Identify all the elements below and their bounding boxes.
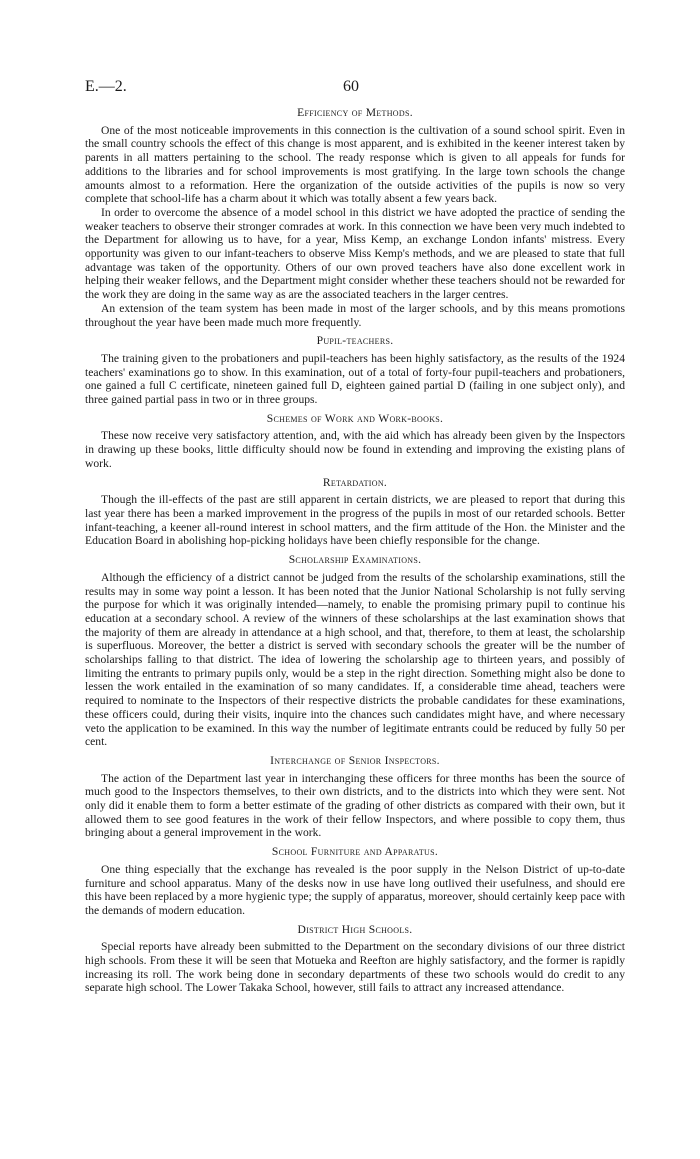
paragraph: These now receive very satisfactory attention, and, with the aid which has already been given by the Inspectors in drawing up these books, little difficulty should now be found in extending and improving the existing plans of work.	[85, 429, 625, 470]
section-heading: Pupil-teachers.	[316, 334, 394, 348]
document-reference: E.—2.	[85, 78, 127, 95]
paragraph: Though the ill-effects of the past are still apparent in certain districts, we are pleased to report that during this last year there has been a marked improvement in the progress of the pupils in most of our retarded schools. Better infant-teaching, a keener all-round interest in school matters, and the firm attitude of the Hon. the Minister and the Education Board in abolishing hop-picking holidays have been chiefly responsible for the change.	[85, 493, 625, 548]
section-heading: Schemes of Work and Work-books.	[266, 411, 444, 425]
section-heading: School Furniture and Apparatus.	[271, 845, 439, 859]
paragraph: One thing especially that the exchange has revealed is the poor supply in the Nelson District of up-to-date furniture and school apparatus. Many of the desks now in use have long outlived their usefulness, and should ere this have been replaced by a more hygienic type; the supply of apparatus, moreover, should certainly keep pace with the demands of modern education.	[85, 862, 625, 917]
section-heading: Interchange of Senior Inspectors.	[270, 753, 440, 767]
paragraph: Special reports have already been submitted to the Department on the secondary divisions of our three district high schools. From these it will be seen that Motueka and Reefton are highly satisfactory, and the former is rapidly increasing its roll. The work being done in secondary departments of these two schools would do credit to any separate high school. The Lower Takaka School, however, still fails to attract any increased attendance.	[85, 940, 625, 995]
section-heading: Retardation.	[322, 475, 388, 489]
section-heading: District High Schools.	[297, 922, 413, 936]
paragraph: In order to overcome the absence of a model school in this district we have adopted the practice of sending the weaker teachers to observe their stronger comrades at work. In this connection we have been very much indebted to the Department for allowing us to have, for a year, Miss Kemp, an exchange London infants' mistress. Every opportunity was given to our infant-teachers to observe Miss Kemp's methods, and we are pleased to state that full advantage was taken of the opportunity. Others of our own proved teachers have also done excellent work in helping their weaker fellows, and the Department might consider whether these teachers should not be rewarded for the work they are doing in the same way as are the associated teachers in the larger centres.	[85, 205, 625, 302]
section-heading: Scholarship Examinations.	[288, 553, 422, 567]
paragraph: One of the most noticeable improvements in this connection is the cultivation of a sound school spirit. Even in the small country schools the effect of this change is most apparent, and is exhibited in the keener interest taken by parents in all matters pertaining to the school. The ready response which is given to all appeals for funds for additions to the libraries and for school improvements is most gratifying. In the large town schools the change amounts almost to a reformation. Here the organization of the outside activities of the pupils is now so very complete that school-life has a charm about it which was totally absent a few years back.	[85, 123, 625, 206]
document-body	[85, 106, 625, 995]
paragraph: The action of the Department last year in interchanging these officers for three months has been the source of much good to the Inspectors themselves, to their own districts, and to the districts into which they were sent. Not only did it enable them to form a better estimate of the grading of other districts as compared with their own, but it allowed them to see good features in the work of their fellow Inspectors, and where possible to copy them, thus bringing about a general improvement in the work.	[85, 771, 625, 840]
paragraph: Although the efficiency of a district cannot be judged from the results of the scholarship examinations, still the results may in some way point a lesson. It has been noted that the Junior National Scholarship is not fully serving the purpose for which it was originally intended—namely, to enable the promising primary pupil to continue his education at a secondary school. A review of the winners of these scholarships at the last examination shows that the majority of them are already in attendance at a high school, and that, therefore, to them at least, the scholarship is superfluous. Moreover, the better a district is served with secondary schools the greater will be the number of scholarships falling to that district. The idea of lowering the scholarship age to thirteen years, and possibly of limiting the entrants to primary pupils only, would be a step in the right direction. Something might also be done to lessen the work entailed in the examination of so many candidates. If, a considerable time ahead, teachers were required to nominate to the Inspectors of their respective districts the probable candidates for these examinations, these officers could, during their visits, inquire into the chances such candidates might have, and where necessary veto the application to be examined. In this way the number of legitimate entrants could be reduced by fully 50 per cent.	[85, 570, 625, 749]
page-header	[85, 78, 625, 98]
page-number: 60	[343, 78, 359, 95]
paragraph: An extension of the team system has been made in most of the larger schools, and by this means promotions throughout the year have been made much more frequently.	[85, 301, 625, 329]
paragraph: The training given to the probationers and pupil-teachers has been highly satisfactory, as the results of the 1924 teachers' examinations go to show. In this examination, out of a total of forty-four pupil-teachers and probationers, one gained a full C certificate, nineteen gained full D, eighteen gained partial D (failing in one subject only), and three gained partial pass in two or in three groups.	[85, 351, 625, 407]
section-heading: Efficiency of Methods.	[297, 106, 413, 119]
